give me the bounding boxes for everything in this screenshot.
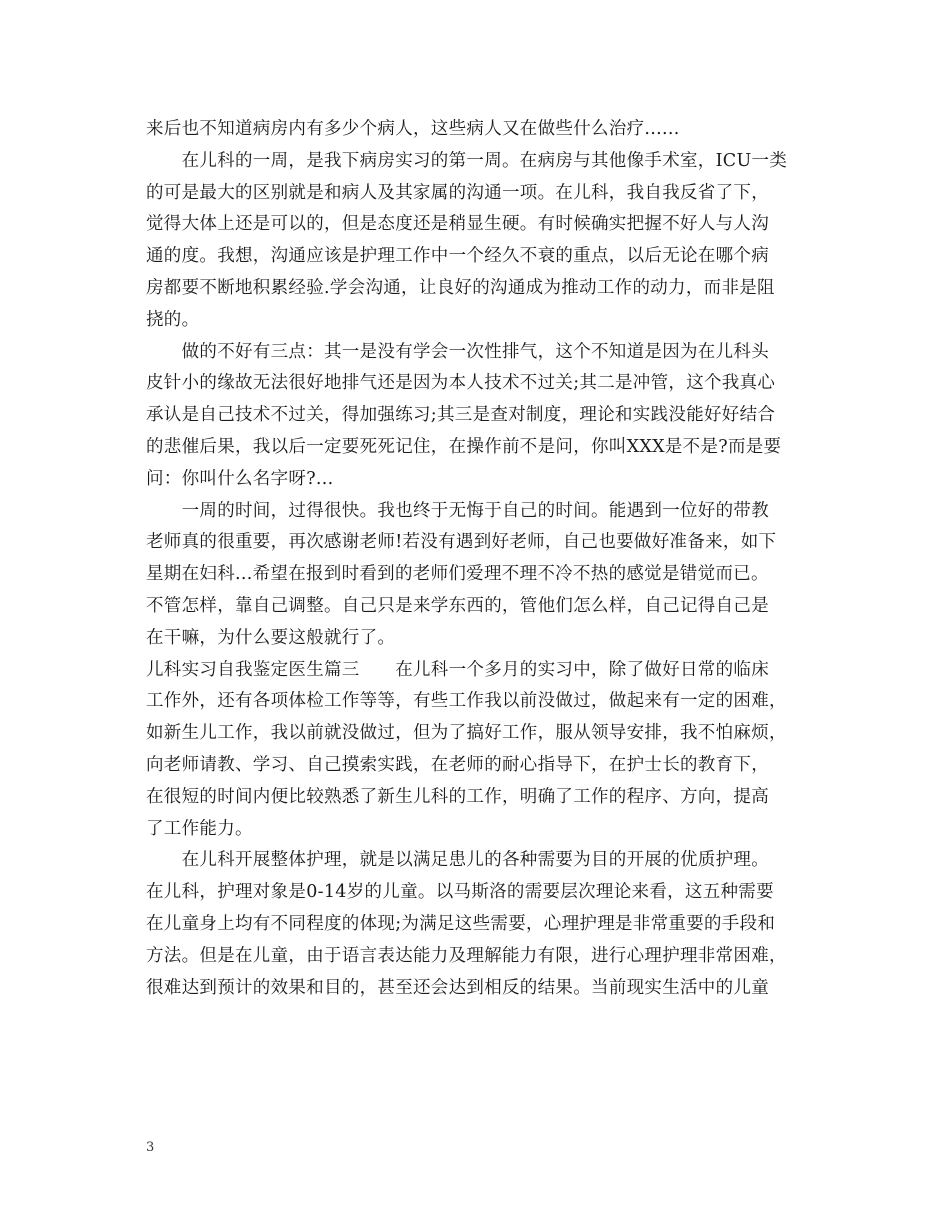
text-line: 做的不好有三点：其一是没有学会一次性排气，这个不知道是因为在儿科头	[146, 341, 769, 362]
text-line: 挠的。	[146, 309, 200, 330]
text-line: 房都要不断地积累经验.学会沟通，让良好的沟通成为推动工作的动力，而非是阻	[146, 277, 775, 298]
text-line: 星期在妇科...希望在报到时看到的老师们爱理不理不冷不热的感觉是错觉而已。	[146, 564, 769, 585]
text-line: 在儿科开展整体护理，就是以满足患儿的各种需要为目的开展的优质护理。	[146, 850, 769, 871]
section-heading-line: 儿科实习自我鉴定医生篇三 在儿科一个多月的实习中，除了做好日常的临床	[146, 659, 769, 680]
text-line: 方法。但是在儿童，由于语言表达能力及理解能力有限，进行心理护理非常困难，	[146, 945, 787, 966]
text-line: 皮针小的缘故无法很好地排气还是因为本人技术不过关;其二是冲管，这个我真心	[146, 373, 776, 394]
text-line: 老师真的很重要，再次感谢老师!若没有遇到好老师，自己也要做好准备来，如下	[146, 532, 777, 553]
text-line: 很难达到预计的效果和目的，甚至还会达到相反的结果。当前现实生活中的儿童	[146, 977, 769, 998]
text-line: 在儿童身上均有不同程度的体现;为满足这些需要，心理护理是非常重要的手段和	[146, 913, 776, 934]
text-line: 在很短的时间内便比较熟悉了新生儿科的工作，明确了工作的程序、方向，提高	[146, 786, 769, 807]
text-line: 来后也不知道病房内有多少个病人，这些病人又在做些什么治疗......	[146, 119, 680, 139]
text-line: 向老师请教、学习、自己摸索实践，在老师的耐心指导下，在护士长的教育下，	[146, 754, 769, 775]
text-line: 承认是自己技术不过关，得加强练习;其三是查对制度，理论和实践没能好好结合	[146, 405, 776, 426]
text-line: 在儿科，护理对象是0-14岁的儿童。以马斯洛的需要层次理论来看，这五种需要	[146, 882, 774, 903]
text-line: 觉得大体上还是可以的，但是态度还是稍显生硬。有时候确实把握不好人与人沟	[146, 214, 769, 235]
body-text	[146, 114, 811, 1004]
text-line: 在干嘛，为什么要这般就行了。	[146, 627, 396, 648]
text-line: 问：你叫什么名字呀?...	[146, 468, 334, 489]
text-line: 在儿科的一周，是我下病房实习的第一周。在病房与其他像手术室，ICU一类	[146, 150, 788, 171]
page-number: 3	[146, 1140, 155, 1155]
text-line: 一周的时间，过得很快。我也终于无悔于自己的时间。能遇到一位好的带教	[146, 500, 769, 521]
text-line: 工作外，还有各项体检工作等等，有些工作我以前没做过，做起来有一定的困难，	[146, 691, 787, 712]
text-line: 的悲催后果，我以后一定要死死记住，在操作前不是问，你叫XXX是不是?而是要	[146, 436, 782, 457]
text-line: 的可是最大的区别就是和病人及其家属的沟通一项。在儿科，我自我反省了下，	[146, 182, 769, 203]
text-line: 通的度。我想，沟通应该是护理工作中一个经久不衰的重点，以后无论在哪个病	[146, 246, 769, 267]
text-line: 了工作能力。	[146, 818, 253, 839]
text-line: 不管怎样，靠自己调整。自己只是来学东西的，管他们怎么样，自己记得自己是	[146, 595, 769, 616]
text-line: 如新生儿工作，我以前就没做过，但为了搞好工作，服从领导安排，我不怕麻烦，	[146, 723, 787, 744]
